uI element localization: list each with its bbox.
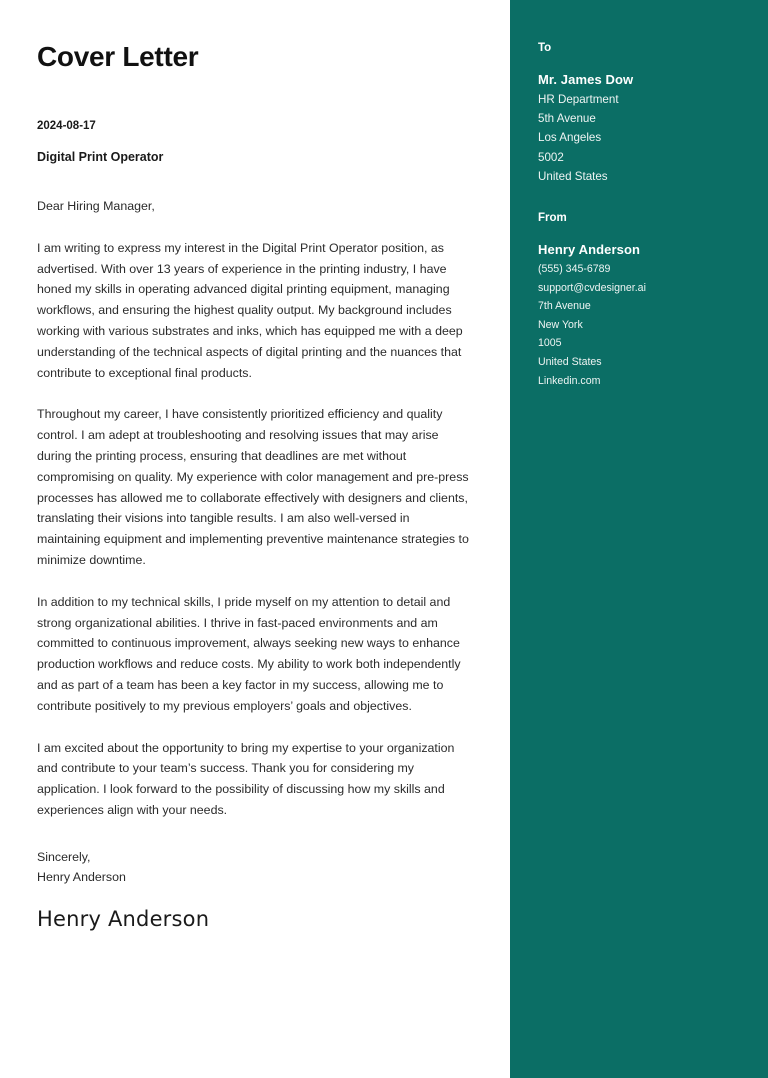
letter-paragraph-1: I am writing to express my interest in the Digital Print Operator position, as advertised. With over 13 years of experience in the printing industry, I have honed my skills in operating advanced digital printing equipment, managing workflows, and ensuring the highest quality output. My background includes working with various substrates and inks, which has equipped me with a deep understanding of the technical aspects of digital printing and the nuances that contribute to exceptional final products. xyxy=(37,240,463,380)
letter-salutation: Dear Hiring Manager, xyxy=(37,199,155,213)
sender-linkedin: Linkedin.com xyxy=(538,374,601,387)
letter-date: 2024-08-17 xyxy=(37,120,96,132)
sender-block xyxy=(538,210,748,390)
recipient-line: Los Angeles xyxy=(538,131,602,145)
recipient-line: United States xyxy=(538,169,608,183)
sender-heading: From xyxy=(538,212,567,225)
page-title: Cover Letter xyxy=(37,41,199,72)
sender-details xyxy=(538,240,748,390)
letter-meta xyxy=(37,118,474,165)
recipient-block xyxy=(538,40,748,186)
letter-paragraph-4: I am excited about the opportunity to bring my expertise to your organization and contribute to your team’s success. Thank you for considering my application. I look forward to the possibility of discussing how my skills and experiences align with your needs. xyxy=(37,740,455,817)
sender-line: United States xyxy=(538,355,602,368)
sender-name: Henry Anderson xyxy=(538,242,641,258)
recipient-heading: To xyxy=(538,42,552,54)
closing-name: Henry Anderson xyxy=(37,870,126,885)
recipient-line: 5th Avenue xyxy=(538,112,596,126)
recipient-line: HR Department xyxy=(538,93,619,106)
sender-line: New York xyxy=(538,318,583,331)
closing-word: Sincerely, xyxy=(37,849,91,864)
contact-sidebar xyxy=(510,0,768,1078)
recipient-line: 5002 xyxy=(538,150,564,164)
letter-closing xyxy=(37,847,474,888)
letter-paragraph-3: In addition to my technical skills, I pride myself on my attention to detail and strong organizational abilities. I thrive in fast-paced environments and am committed to continuous improvement, always seeking new ways to enhance production workflows and reduce costs. My ability to work both independently and as part of a team has been a key factor in my success, allowing me to contribute positively to my previous employers’ goals and objectives. xyxy=(37,594,461,713)
letter-paragraph-2: Throughout my career, I have consistently prioritized efficiency and quality control. I am adept at troubleshooting and resolving issues that may arise during the printing process, ensuring that deadlines are met without compromising on quality. My experience with color management and pre-press processes has allowed me to collaborate effectively with designers and clients, translating their visions into tangible results. I am also well-versed in maintaining equipment and implementing preventive maintenance strategies to minimize downtime. xyxy=(37,407,469,567)
sender-line: 1005 xyxy=(538,337,562,350)
sender-line: 7th Avenue xyxy=(538,300,591,313)
sender-phone: (555) 345-6789 xyxy=(538,263,611,276)
letter-role: Digital Print Operator xyxy=(37,150,164,164)
recipient-details xyxy=(538,70,748,186)
recipient-name: Mr. James Dow xyxy=(538,72,634,87)
sender-email: support@cvdesigner.ai xyxy=(538,281,646,294)
signature: Henry Anderson xyxy=(37,906,210,931)
